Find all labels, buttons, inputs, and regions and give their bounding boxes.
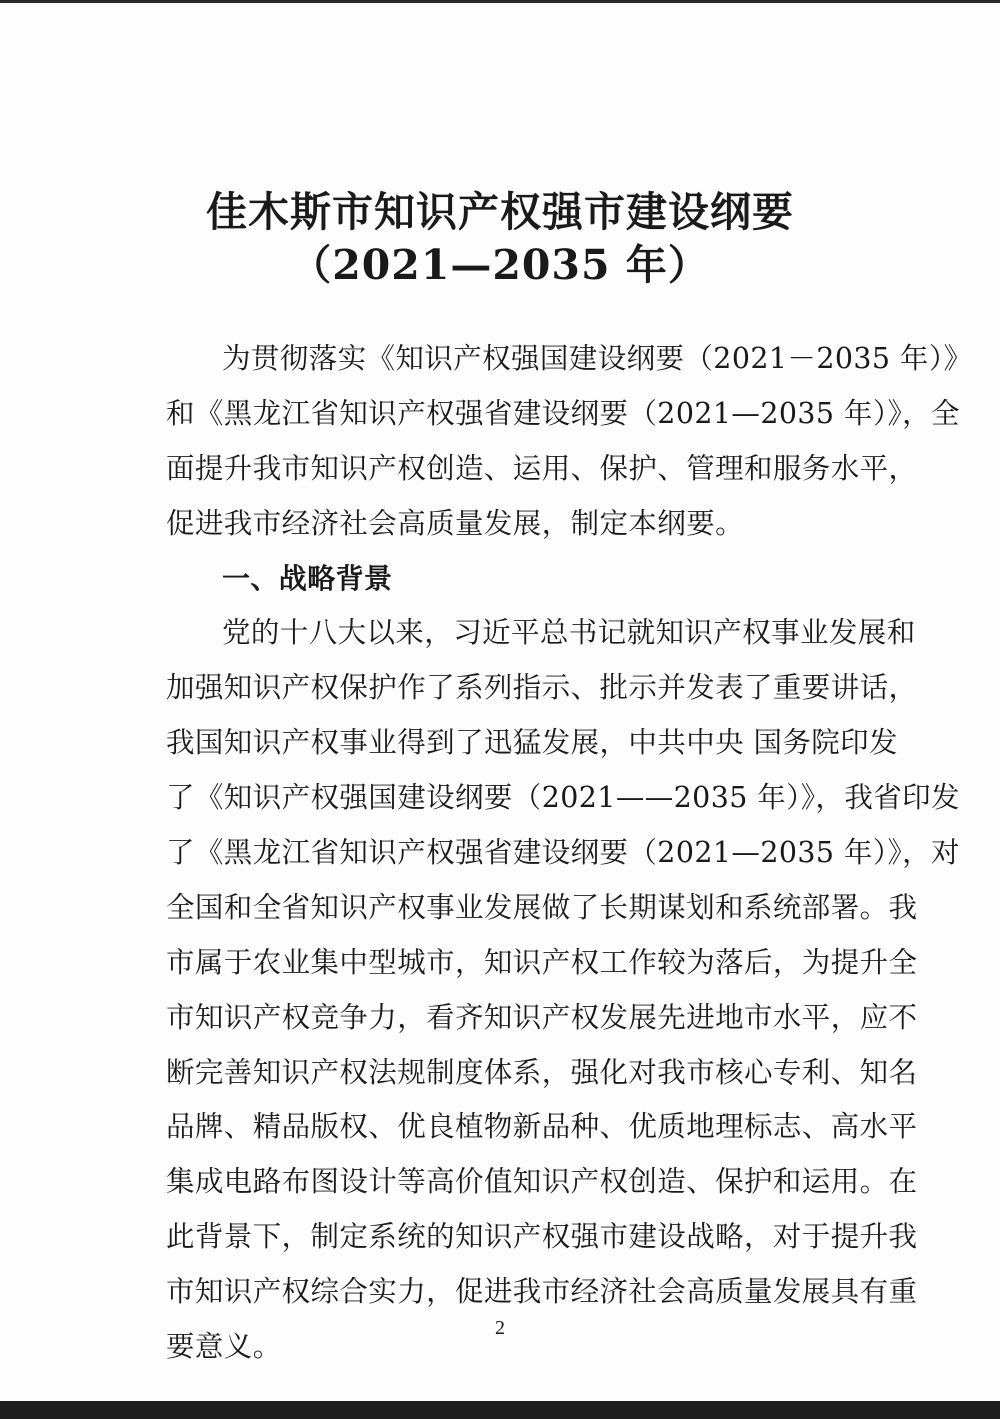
body-text-line: 断完善知识产权法规制度体系，强化对我市核心专利、知名 <box>166 1055 918 1089</box>
document-body <box>166 332 973 1375</box>
body-text-line: 我国知识产权事业得到了迅猛发展，中共中央 国务院印发 <box>166 726 898 760</box>
body-text-line: 为贯彻落实《知识产权强国建设纲要（2021－2035 年）》 <box>222 342 973 375</box>
body-text-line: 市属于农业集中型城市，知识产权工作较为落后，为提升全 <box>166 945 918 979</box>
body-text-line: 和《黑龙江省知识产权强省建设纲要（2021—2035 年）》，全 <box>166 396 960 430</box>
body-text-line: 要意义。 <box>166 1330 282 1364</box>
body-text-line: 加强知识产权保护作了系列指示、批示并发表了重要讲话， <box>166 671 918 705</box>
body-text-line: 此背景下，制定系统的知识产权强市建设战略，对于提升我 <box>166 1220 918 1254</box>
body-text-line: 面提升我市知识产权创造、运用、保护、管理和服务水平， <box>166 451 918 485</box>
body-text-line: 促进我市经济社会高质量发展，制定本纲要。 <box>166 506 745 540</box>
body-text-line: 品牌、精品版权、优良植物新品种、优质地理标志、高水平 <box>166 1110 918 1144</box>
body-text-line: 市知识产权综合实力，促进我市经济社会高质量发展具有重 <box>166 1275 918 1309</box>
body-text-line: 集成电路布图设计等高价值知识产权创造、保护和运用。在 <box>166 1165 918 1199</box>
scan-edge-top <box>0 0 1000 3</box>
document-title: 佳木斯市知识产权强市建设纲要 <box>206 188 794 236</box>
document-subtitle: （2021—2035 年） <box>290 241 710 289</box>
body-text-line: 了《黑龙江省知识产权强省建设纲要（2021—2035 年）》，对 <box>166 836 960 870</box>
body-text-line: 党的十八大以来，习近平总书记就知识产权事业发展和 <box>222 616 916 650</box>
body-text-line: 市知识产权竞争力，看齐知识产权发展先进地市水平，应不 <box>166 1000 918 1034</box>
page-number: 2 <box>495 1317 505 1339</box>
section-heading: 一、战略背景 <box>222 561 393 595</box>
scan-edge-bottom <box>0 1401 1000 1419</box>
body-text-line: 了《知识产权强国建设纲要（2021——2035 年）》，我省印发 <box>166 781 960 815</box>
body-text-line: 全国和全省知识产权事业发展做了长期谋划和系统部署。我 <box>166 890 918 924</box>
